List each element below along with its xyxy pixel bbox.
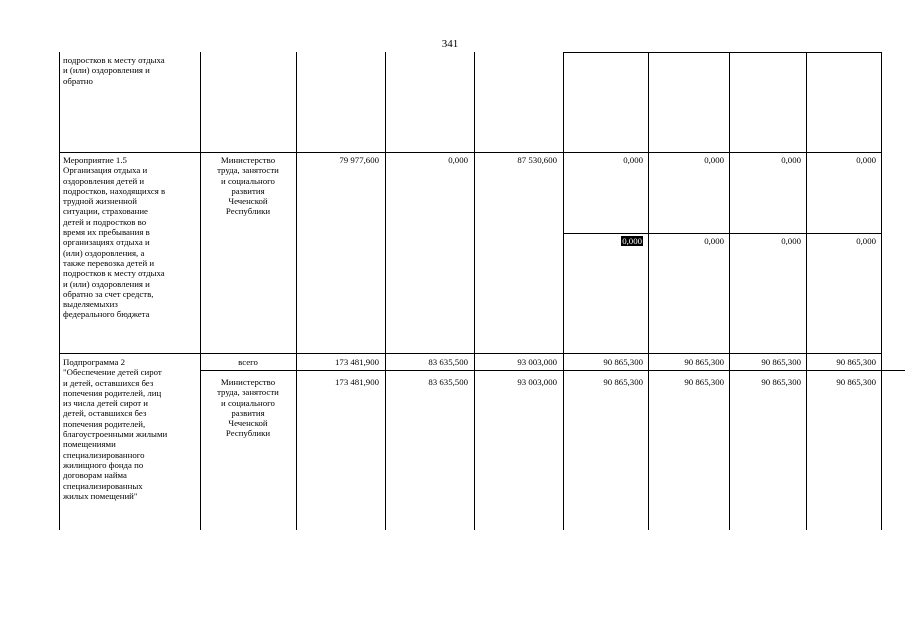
event-1-5-title: Мероприятие 1.5 Организация отдыха и оздоровления детей и подростков, находящихся в трудной жизненной ситуации, страхование детей и подростков во время их пребывания в организациях отдыха и (или) оздоровления, а также перевозка детей и подростков к месту отдыха и (или) оздоровления и обратно за счет средств, выделяемыхиз федерального бюджета (63, 155, 166, 320)
subprogram-2-executor: Министерство труда, занятости и социального развития Чеченской Республики (217, 377, 279, 439)
event-1-5-value-c5: 0,000 (704, 155, 724, 165)
event-1-5-federal-value-c7: 0,000 (856, 236, 876, 246)
subprogram-2-total-c4: 90 865,300 (603, 357, 643, 367)
subprogram-2-total-c1: 173 481,900 (335, 357, 379, 367)
event-1-5-value-c1: 79 977,600 (339, 155, 379, 165)
highlighted-value: 0,000 (622, 236, 642, 246)
subprogram-2-total-c5: 90 865,300 (684, 357, 724, 367)
subprogram-2-ministry-c4: 90 865,300 (603, 377, 643, 387)
subprogram-2-ministry-c7: 90 865,300 (836, 377, 876, 387)
subprogram-2-total-c3: 93 003,000 (517, 357, 557, 367)
subprogram-2-ministry-c1: 173 481,900 (335, 377, 379, 387)
subprogram-2-title: Подпрограмма 2 "Обеспечение детей сирот и детей, оставшихся без попечения родителей, лиц из числа детей сирот и детей, оставшихся без попечения родителей, благоустроенными жилыми помещениями специализированного жилищного фонда по договорам найма специализированных жилых помещений" (63, 357, 168, 501)
event-1-5-federal-value-c6: 0,000 (781, 236, 801, 246)
subprogram-2-ministry-c3: 93 003,000 (517, 377, 557, 387)
subprogram-2-total-c6: 90 865,300 (761, 357, 801, 367)
subprogram-2-total-c7: 90 865,300 (836, 357, 876, 367)
subprogram-2-total-c2: 83 635,500 (428, 357, 468, 367)
event-1-5-value-c2: 0,000 (448, 155, 468, 165)
event-1-5-value-c4: 0,000 (623, 155, 643, 165)
block0-description: подростков к месту отдыха и (или) оздоровления и обратно (63, 55, 165, 86)
subprogram-2-ministry-c2: 83 635,500 (428, 377, 468, 387)
event-1-5-value-c6: 0,000 (781, 155, 801, 165)
subprogram-2-ministry-c6: 90 865,300 (761, 377, 801, 387)
event-1-5-federal-value-c4 (564, 236, 643, 246)
event-1-5-value-c7: 0,000 (856, 155, 876, 165)
event-1-5-value-c3: 87 530,600 (517, 155, 557, 165)
event-1-5-federal-value-c5: 0,000 (704, 236, 724, 246)
subprogram-2-total-label: всего (238, 357, 258, 367)
event-1-5-executor: Министерство труда, занятости и социального развития Чеченской Республики (217, 155, 279, 217)
page-number: 341 (441, 38, 459, 50)
subprogram-2-ministry-c5: 90 865,300 (684, 377, 724, 387)
